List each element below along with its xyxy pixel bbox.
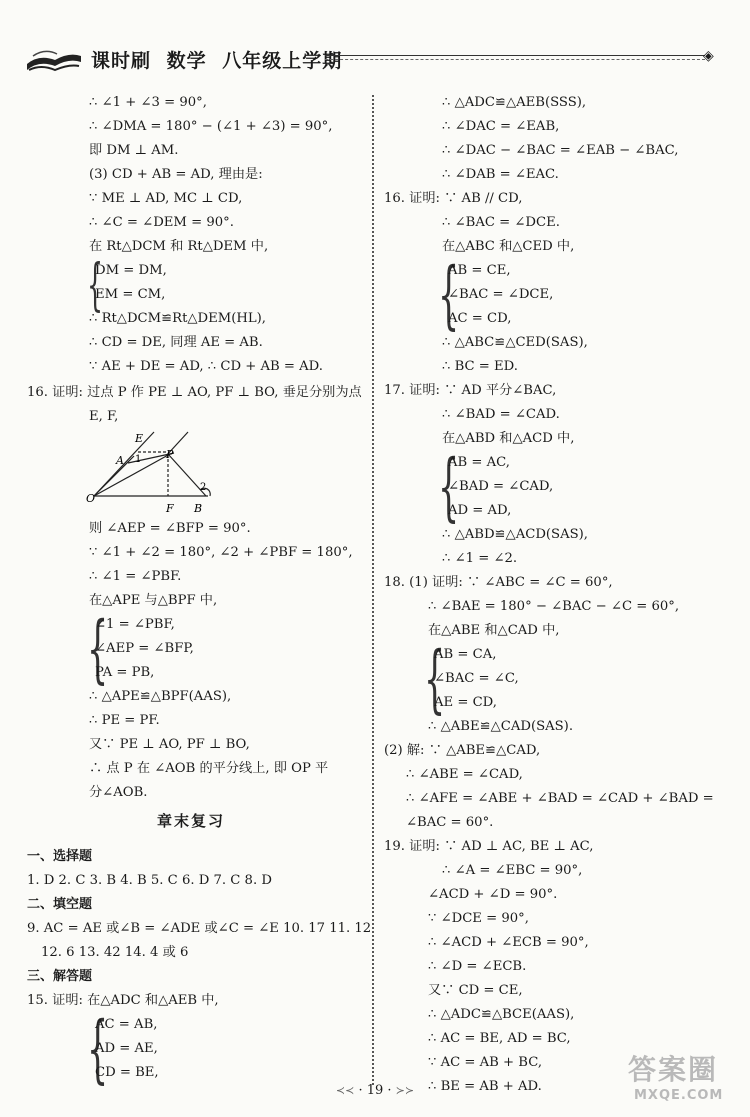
subsection-heading: 二、填空题 (27, 897, 93, 912)
diamond-ornament-icon: ◈ (703, 48, 714, 64)
text-line: ∴ △ABC≌△CED(SAS), (442, 335, 588, 350)
text-line: 则 ∠AEP = ∠BFP = 90°. (89, 521, 251, 536)
ornament-right-icon: ≻≻ (395, 1084, 415, 1097)
text-line: AC = CD, (448, 311, 512, 326)
text-line: 9. AC = AE 或∠B = ∠ADE 或∠C = ∠E 10. 17 11. 12 (27, 921, 372, 936)
text-line: AD = AD, (448, 503, 512, 518)
angle-label: 2 (200, 482, 207, 493)
book-logo-icon (25, 44, 83, 76)
brace-symbol: { (87, 606, 109, 692)
point-label: E (135, 432, 144, 445)
brace-symbol: { (424, 636, 446, 722)
text-line: ∠BAD = ∠CAD, (448, 479, 554, 494)
text-line: 15. 证明: 在△ADC 和△AEB 中, (27, 993, 219, 1008)
grade-name: 八年级上学期 (222, 50, 343, 72)
brace-symbol: { (438, 252, 460, 338)
ornament-left-icon: ≺≺ (335, 1084, 355, 1097)
text-line: PA = PB, (95, 665, 155, 680)
text-line: ∴ ∠ACD + ∠ECB = 90°, (428, 935, 589, 950)
text-line: EM = CM, (95, 287, 166, 302)
text-line: ∠BAC = ∠DCE, (448, 287, 554, 302)
section-title: 章末复习 (157, 812, 226, 830)
header-rule-dashed (325, 59, 705, 60)
text-line: ∴ ∠D = ∠ECB. (428, 959, 527, 974)
text-line: 在△ABE 和△CAD 中, (428, 623, 560, 638)
text-line: ∠ACD + ∠D = 90°. (428, 887, 558, 902)
subsection-heading: 三、解答题 (27, 969, 93, 984)
text-line: ∵ ∠1 + ∠2 = 180°, ∠2 + ∠PBF = 180°, (89, 545, 353, 560)
text-line: ∵ AE + DE = AD, ∴ CD + AB = AD. (89, 359, 323, 374)
text-line: AD = AE, (95, 1041, 158, 1056)
text-line: ∵ AC = AB + BC, (428, 1055, 543, 1070)
text-line: AC = AB, (95, 1017, 158, 1032)
text-line: DM = DM, (95, 263, 167, 278)
text-line: ∴ BE = AB + AD. (428, 1079, 542, 1094)
text-line: ∴ 点 P 在 ∠AOB 的平分线上, 即 OP 平 (89, 761, 329, 776)
text-line: ∴ ∠1 = ∠PBF. (89, 569, 182, 584)
text-line: CD = BE, (95, 1065, 159, 1080)
watermark-url: MXQE.COM (634, 1088, 724, 1103)
header-rule (325, 55, 705, 56)
text-line: ∠1 = ∠PBF, (95, 617, 175, 632)
text-line: E, F, (89, 409, 119, 424)
text-line: 在 Rt△DCM 和 Rt△DEM 中, (89, 239, 269, 254)
text-line: AE = CD, (434, 695, 497, 710)
text-line: AB = CA, (434, 647, 497, 662)
text-line: ∴ ∠DAC − ∠BAC = ∠EAB − ∠BAC, (442, 143, 679, 158)
watermark-title: 答案圈 (628, 1053, 719, 1086)
text-line: ∴ ∠DAC = ∠EAB, (442, 119, 560, 134)
text-line: 1. D 2. C 3. B 4. B 5. C 6. D 7. C 8. D (27, 873, 272, 888)
brace-symbol: { (438, 444, 460, 530)
text-line: 18. (1) 证明: ∵ ∠ABC = ∠C = 60°, (384, 575, 613, 590)
text-line: ∴ ∠DMA = 180° − (∠1 + ∠3) = 90°, (89, 119, 333, 134)
brand-name: 课时刷 (91, 50, 152, 72)
text-line: 又∵ PE ⊥ AO, PF ⊥ BO, (89, 737, 250, 752)
text-line: 在△APE 与△BPF 中, (89, 593, 218, 608)
text-line: 17. 证明: ∵ AD 平分∠BAC, (384, 383, 557, 398)
text-line: 分∠AOB. (89, 785, 148, 800)
text-line: ∠BAC = ∠C, (434, 671, 519, 686)
text-line: 在△ABD 和△ACD 中, (442, 431, 575, 446)
brace-symbol: { (87, 253, 104, 318)
text-line: ∴ △APE≌△BPF(AAS), (89, 689, 232, 704)
column-divider (372, 95, 374, 1085)
text-line: ∠AEP = ∠BFP, (95, 641, 194, 656)
point-label: P (166, 448, 174, 461)
text-line: 16. 证明: 过点 P 作 PE ⊥ AO, PF ⊥ BO, 垂足分别为点 (27, 385, 362, 400)
text-line: 16. 证明: ∵ AB // CD, (384, 191, 523, 206)
point-label: B (194, 502, 203, 515)
text-line: 12. 6 13. 42 14. 4 或 6 (41, 945, 189, 960)
text-line: 即 DM ⊥ AM. (89, 143, 179, 158)
text-line: (3) CD + AB = AD, 理由是: (89, 167, 263, 182)
text-line: ∴ ∠BAD = ∠CAD. (442, 407, 560, 422)
text-line: (2) 解: ∵ △ABE≌△CAD, (384, 743, 541, 758)
text-line: ∴ △ADC≌△AEB(SSS), (442, 95, 587, 110)
text-line: ∴ ∠ABE = ∠CAD, (406, 767, 523, 782)
text-line: AB = AC, (448, 455, 510, 470)
text-line: ∴ ∠DAB = ∠EAC. (442, 167, 559, 182)
page-header (25, 40, 720, 82)
text-line: ∴ ∠C = ∠DEM = 90°. (89, 215, 234, 230)
text-line: ∴ ∠1 + ∠3 = 90°, (89, 95, 207, 110)
text-line: ∴ ∠1 = ∠2. (442, 551, 518, 566)
text-line: ∴ PE = PF. (89, 713, 160, 728)
text-line: ∴ △ADC≌△BCE(AAS), (428, 1007, 575, 1022)
text-line: ∴ CD = DE, 同理 AE = AB. (89, 335, 263, 350)
segment-OP (94, 454, 170, 496)
text-line: ∴ ∠AFE = ∠ABE + ∠BAD = ∠CAD + ∠BAD = (406, 791, 714, 806)
subsection-heading: 一、选择题 (27, 849, 93, 864)
text-line: ∴ BC = ED. (442, 359, 518, 374)
geometry-figure (58, 428, 228, 518)
text-line: 又∵ CD = CE, (428, 983, 523, 998)
subject-name: 数学 (166, 50, 207, 72)
text-line: ∴ ∠A = ∠EBC = 90°, (442, 863, 583, 878)
text-line: ∵ ME ⊥ AD, MC ⊥ CD, (89, 191, 243, 206)
text-line: ∴ ∠BAE = 180° − ∠BAC − ∠C = 60°, (428, 599, 680, 614)
page-number (320, 1083, 430, 1098)
text-line: ∴ Rt△DCM≌Rt△DEM(HL), (89, 311, 266, 326)
page-number-text: · 19 · (358, 1083, 392, 1098)
text-line: ∴ ∠BAC = ∠DCE. (442, 215, 560, 230)
text-line: 在△ABC 和△CED 中, (442, 239, 575, 254)
angle-label: 1 (135, 454, 142, 465)
watermark-logo (628, 1048, 738, 1110)
text-line: ∴ AC = BE, AD = BC, (428, 1031, 571, 1046)
text-line: ∴ △ABE≌△CAD(SAS). (428, 719, 574, 734)
header-title (91, 46, 350, 73)
text-line: ∵ ∠DCE = 90°, (428, 911, 529, 926)
brace-symbol: { (87, 1006, 109, 1092)
text-line: 19. 证明: ∵ AD ⊥ AC, BE ⊥ AC, (384, 839, 594, 854)
text-line: ∠BAC = 60°. (406, 815, 494, 830)
text-line: ∴ △ABD≌△ACD(SAS), (442, 527, 588, 542)
text-line: AB = CE, (448, 263, 511, 278)
point-label: O (86, 492, 96, 505)
point-label: A (116, 454, 124, 467)
point-label: F (166, 502, 174, 515)
